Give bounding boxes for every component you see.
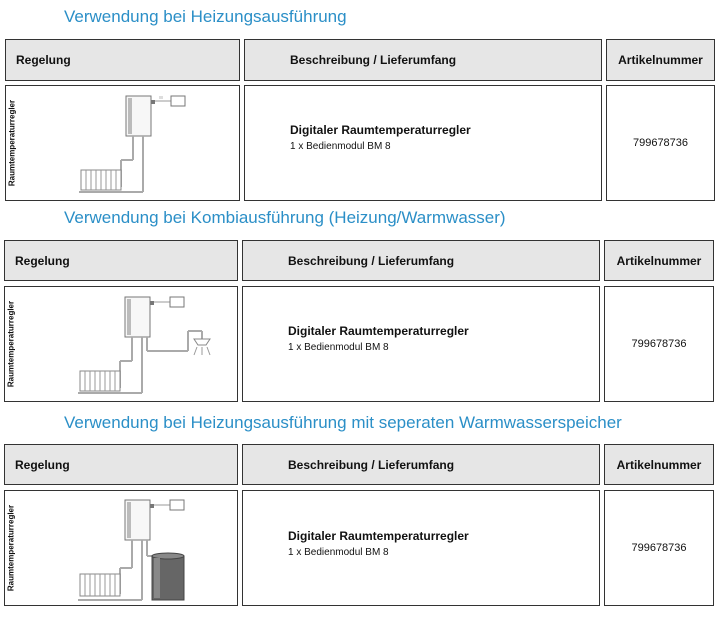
artikelnummer-cell-2: 799678736	[604, 286, 714, 402]
regelung-cell-3	[4, 490, 238, 606]
description-title-1: Digitaler Raumtemperaturregler	[290, 123, 471, 137]
description-title-2: Digitaler Raumtemperaturregler	[288, 324, 469, 338]
description-sub-2: 1 x Bedienmodul BM 8	[288, 342, 389, 353]
header-regelung-1: Regelung	[5, 39, 240, 81]
header-beschreibung-2: Beschreibung / Lieferumfang	[242, 240, 600, 281]
header-artikelnummer-2: Artikelnummer	[604, 240, 714, 281]
description-cell-2	[242, 286, 600, 402]
header-artikelnummer-3: Artikelnummer	[604, 444, 714, 485]
regelung-cell-1	[5, 85, 240, 201]
rotated-label-3: Raumtemperaturregler	[6, 504, 16, 592]
header-regelung-3: Regelung	[4, 444, 238, 485]
header-beschreibung-3: Beschreibung / Lieferumfang	[242, 444, 600, 485]
section-title-3: Verwendung bei Heizungsausführung mit seperaten Warmwasserspeicher	[64, 413, 622, 432]
description-cell-1	[244, 85, 602, 201]
description-sub-1: 1 x Bedienmodul BM 8	[290, 141, 391, 152]
boiler-radiator-illustration	[71, 92, 201, 198]
rotated-label-1: Raumtemperaturregler	[7, 99, 17, 187]
artikelnummer-cell-1: 799678736	[606, 85, 715, 201]
regelung-cell-2	[4, 286, 238, 402]
description-sub-3: 1 x Bedienmodul BM 8	[288, 547, 389, 558]
artikelnummer-cell-3: 799678736	[604, 490, 714, 606]
header-regelung-2: Regelung	[4, 240, 238, 281]
description-title-3: Digitaler Raumtemperaturregler	[288, 529, 469, 543]
section-title-2: Verwendung bei Kombiausführung (Heizung/Warmwasser)	[64, 208, 506, 227]
rotated-label-2: Raumtemperaturregler	[6, 300, 16, 388]
header-artikelnummer-1: Artikelnummer	[606, 39, 715, 81]
header-beschreibung-1: Beschreibung / Lieferumfang	[244, 39, 602, 81]
section-title-1: Verwendung bei Heizungsausführung	[64, 7, 347, 26]
description-cell-3	[242, 490, 600, 606]
boiler-radiator-tank-illustration	[70, 496, 220, 604]
boiler-radiator-shower-illustration	[70, 293, 220, 399]
